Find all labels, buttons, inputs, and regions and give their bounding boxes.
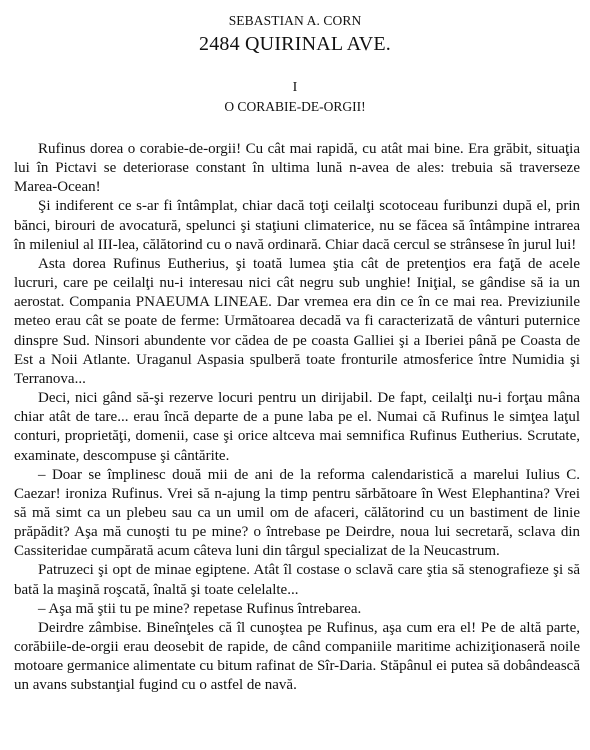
chapter-number: I xyxy=(292,80,298,95)
paragraph: Rufinus dorea o corabie-de-orgii! Cu cât mai rapidă, cu atât mai bine. Era grăbit, situaţia lui în Pictavi se deteriorase constant în ultima lună n-avea de ales: trebuia să traverseze Marea-Ocean! xyxy=(14,141,580,196)
paragraph: Patruzeci şi opt de minae egiptene. Atât îl costase o sclavă care ştia să stenografieze şi să bată la maşină roşcată, înaltă şi toate celelalte... xyxy=(14,562,580,598)
paragraph: Deirdre zâmbise. Bineînţeles că îl cunoştea pe Rufinus, aşa cum era el! Pe de altă parte, corăbiile-de-orgii erau deosebit de rapide, de când companiile maritime achiziţionaseră noile motoare germanice alimentate cu bitum rafinat de Sîr-Daria. Stăpânul ei putea să dobândească un avans substanţial fugind cu o astfel de navă. xyxy=(14,619,580,694)
paragraph: – Aşa mă ştii tu pe mine? repetase Rufinus întrebarea. xyxy=(38,600,362,617)
paragraph: Deci, nici gând să-şi rezerve locuri pentru un dirijabil. De fapt, ceilalţi nu-i forţau mâna chiar atât de tare... erau încă departe de a pune laba pe el. Numai că Rufinus le simţea laţul conturi, proprietăţi, domenii, case şi orice altceva mai semnifica Rufinus Eutherius. Scrutate, examinate, descompuse şi cântărite. xyxy=(14,390,580,464)
chapter-title: O CORABIE-DE-ORGII! xyxy=(224,99,366,114)
book-title: 2484 QUIRINAL AVE. xyxy=(199,33,391,55)
paragraph: – Doar se împlinesc două mii de ani de la reforma calendaristică a marelui Iulius C. Caezar! ironiza Rufinus. Vrei să n-ajung la timp pentru sărbătoare în West Elephantina? Vrei să mă simt ca un plebeu sau ca un umil om de afaceri, călătorind cu un bastiment de linie prăpădit? Aşa mă cunoşti tu pe mine? o întrebase pe Deirdre, noua lui secretară, sclava din Cassiteridae cumpărată acum câteva luni din târgul specializat de la Neucastrum. xyxy=(14,466,580,560)
chapter-body xyxy=(14,140,580,696)
paragraph: Asta dorea Rufinus Eutherius, şi toată lumea ştia cât de pretenţios era faţă de acele lucruri, care pe ceilalţi nu-i interesau nici cât negru sub unghie! Iniţial, se gândise să ia un aerostat. Compania PNAEUMA LINEAE. Dar vremea era din ce în ce mai rea. Previziunile meteo erau cât se poate de ferme: Următoarea decadă va fi caracterizată de vânturi puternice dinspre Sud. Ninsori abundente vor cădea de pe coasta Galliei şi a Iberiei până pe Coasta de Est a Noii Atlante. Uraganul Aspasia spulberă toate fronturile atmosferice între Numidia şi Terranova... xyxy=(14,255,580,387)
author-name: SEBASTIAN A. CORN xyxy=(228,13,362,28)
paragraph: Şi indiferent ce s-ar fi întâmplat, chiar dacă toţi ceilalţi scotoceau furibunzi după el, prin bănci, birouri de avocatură, spelunci şi staţiuni climaterice, nu se făcea să întâmpine intrarea în mileniul al III-lea, călătorind cu o navă ordinară. Chiar dacă cercul se strânsese în jurul lui! xyxy=(14,198,580,253)
